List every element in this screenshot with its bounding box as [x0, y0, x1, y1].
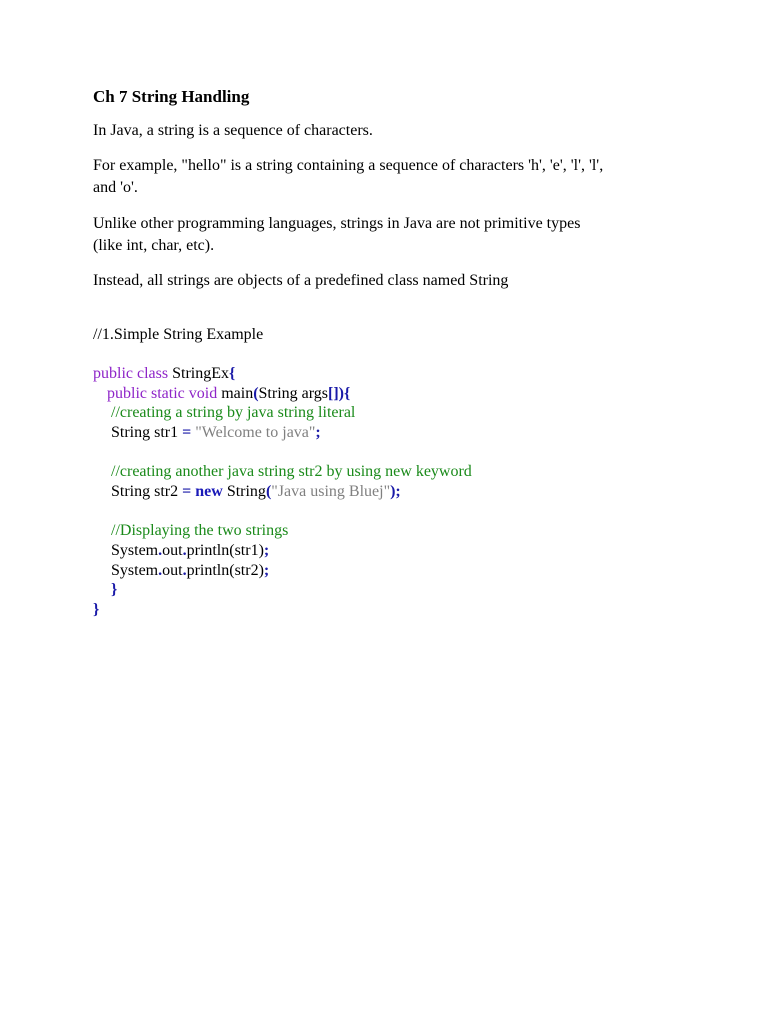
code-line-main-decl	[107, 384, 350, 404]
code-paren: (	[265, 483, 272, 500]
code-new-keyword: new	[195, 483, 227, 500]
code-field: out	[162, 542, 183, 559]
code-semicolon: ;	[315, 424, 321, 441]
code-paren-close: );	[390, 483, 401, 500]
paragraph-2-line-1: For example, "hello" is a string containing a sequence of characters 'h', 'e', 'l', 'l',	[93, 157, 604, 174]
code-keyword: public class	[93, 365, 173, 382]
code-method-name: main	[221, 385, 254, 402]
code-call: println(str1)	[186, 542, 264, 559]
code-class-name: StringEx	[172, 365, 229, 382]
code-operator: =	[182, 483, 196, 500]
code-operator: =	[182, 424, 196, 441]
code-line-str1	[111, 423, 321, 443]
code-line-str2	[111, 482, 401, 502]
paragraph-1: In Java, a string is a sequence of characters.	[93, 122, 373, 139]
code-comment-1: //creating a string by java string literal	[111, 404, 356, 421]
code-comment-2: //creating another java string str2 by using new keyword	[111, 463, 472, 480]
code-object: System	[111, 562, 159, 579]
code-method-close-brace: }	[111, 581, 118, 598]
code-brace: []){	[328, 385, 351, 402]
code-string-literal: "Java using Bluej"	[271, 483, 391, 500]
paragraph-3-line-1: Unlike other programming languages, strings in Java are not primitive types	[93, 215, 581, 232]
code-keyword: public static void	[107, 385, 222, 402]
code-class-close-brace: }	[93, 601, 100, 618]
code-line-print-1	[111, 541, 269, 561]
code-line-print-2	[111, 561, 269, 581]
code-string-literal: "Welcome to java"	[195, 424, 316, 441]
code-declaration: String str2	[111, 483, 183, 500]
code-brace: {	[228, 365, 236, 382]
code-line-class-decl	[93, 364, 235, 384]
code-paren: (	[253, 385, 259, 402]
code-semicolon: ;	[263, 562, 270, 579]
code-dot: .	[158, 562, 163, 579]
section-comment: //1.Simple String Example	[93, 326, 264, 343]
code-field: out	[162, 562, 183, 579]
code-declaration: String str1	[111, 424, 183, 441]
code-call: println(str2)	[186, 562, 264, 579]
code-comment-3: //Displaying the two strings	[111, 522, 289, 539]
code-args: String args	[258, 385, 329, 402]
paragraph-4: Instead, all strings are objects of a predefined class named String	[93, 272, 509, 289]
code-class-name: String	[226, 483, 266, 500]
code-dot: .	[182, 542, 187, 559]
paragraph-3-line-2: (like int, char, etc).	[93, 237, 215, 254]
paragraph-2-line-2: and 'o'.	[93, 179, 138, 196]
page-title: Ch 7 String Handling	[93, 87, 250, 106]
code-object: System	[111, 542, 159, 559]
code-dot: .	[158, 542, 163, 559]
code-dot: .	[182, 562, 187, 579]
code-semicolon: ;	[263, 542, 270, 559]
